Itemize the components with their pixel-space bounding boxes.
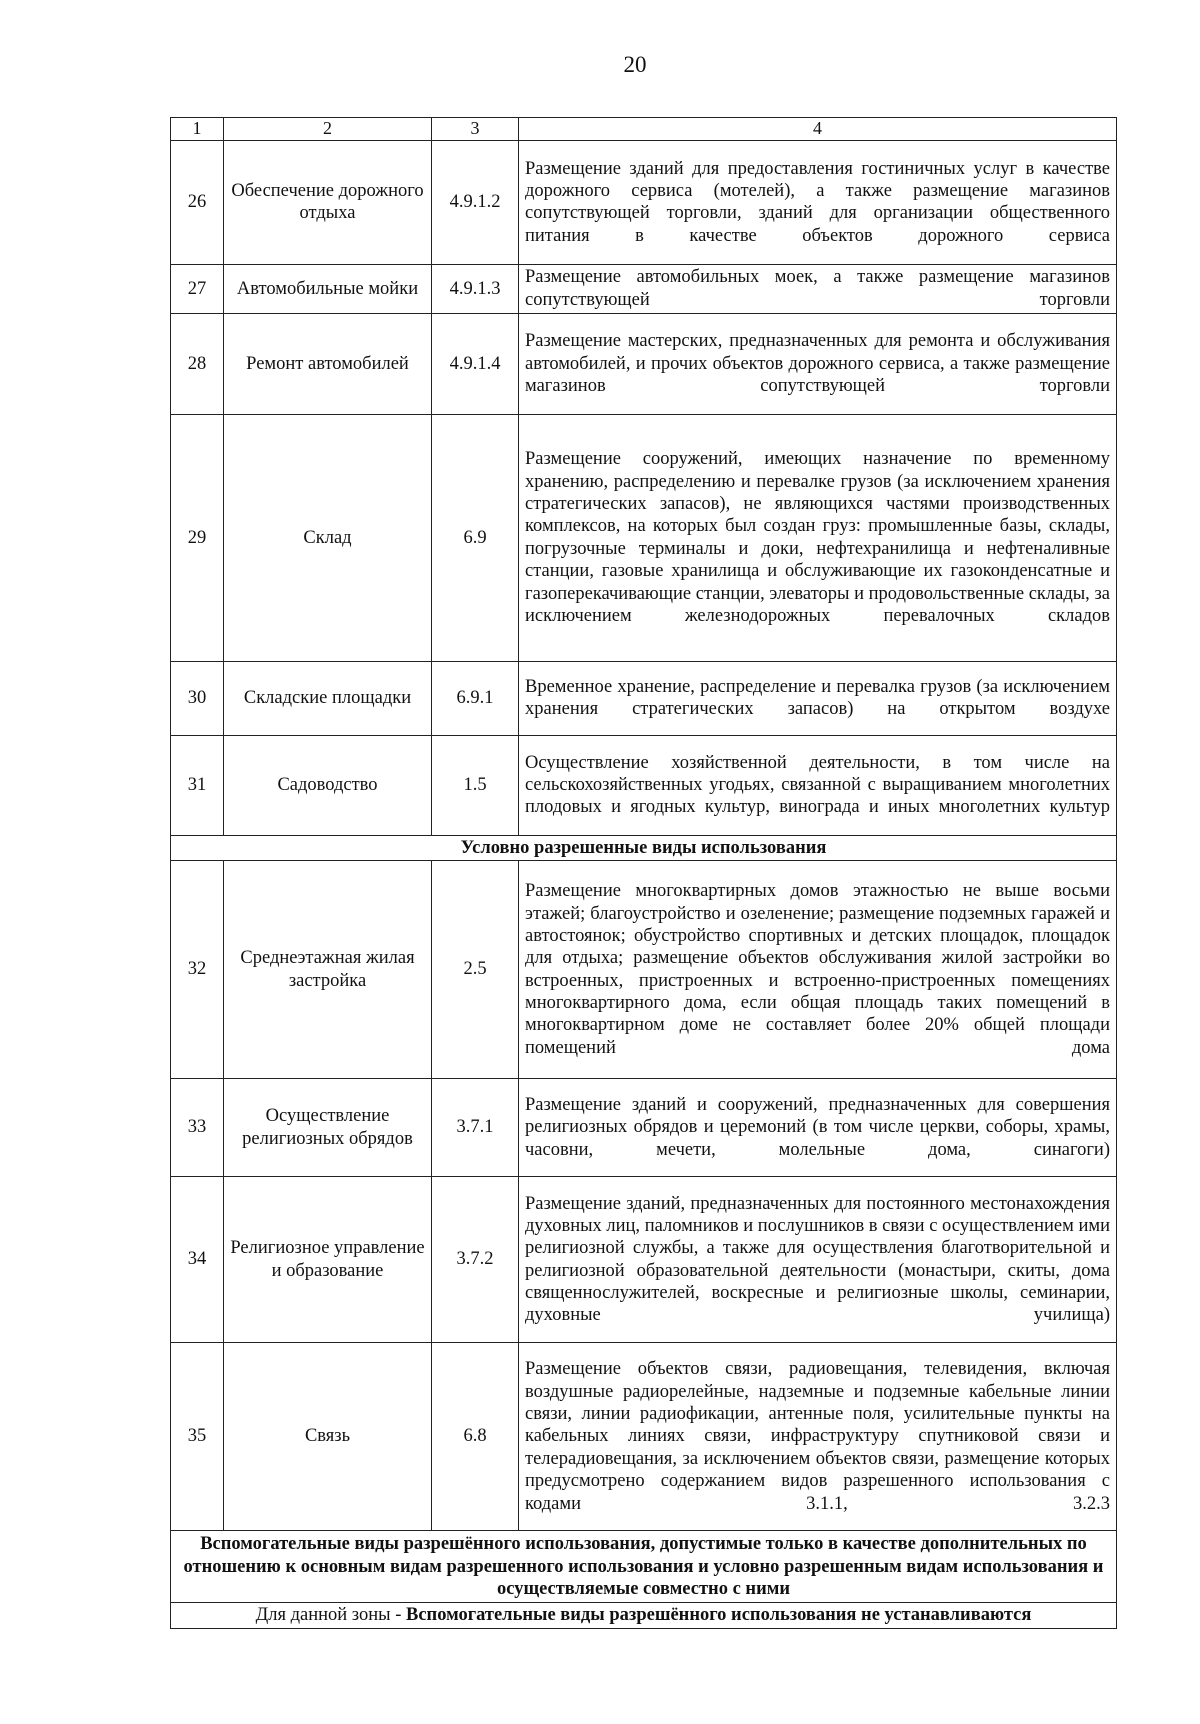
use-description: Размещение многоквартирных домов этажностью не выше восьми этажей; благоустройство и озеленение; размещение подземных гаражей и автостоянок; обустройство спортивных и детских площадок, площадок для отдыха; размещение объектов обслуживания жилой застройки во встроенных, пристроенных и встроенно-пристроенных помещениях многоквартирного дома, если общая площадь таких помещений в многоквартирном доме не составляет более 20% общей площади помещений дома — [519, 861, 1117, 1079]
table-header-row — [171, 118, 1117, 141]
table-row — [171, 313, 1117, 414]
page-number: 20 — [623, 52, 647, 77]
row-number: 35 — [171, 1343, 224, 1531]
use-description: Размещение сооружений, имеющих назначение по временному хранению, распределению и перевалке грузов (за исключением хранения стратегических запасов), не являющихся частями производственных комплексов, на которых был создан груз: промышленные базы, склады, погрузочные терминалы и доки, нефтехранилища и нефтеналивные станции, газовые хранилища и обслуживающие их газоконденсатные и газоперекачивающие станции, элеваторы и продовольственные склады, за исключением железнодорожных перевалочных складов — [519, 414, 1117, 661]
use-code: 4.9.1.3 — [432, 264, 519, 313]
row-number: 31 — [171, 735, 224, 835]
use-code: 6.9 — [432, 414, 519, 661]
zone-note-prefix: Для данной зоны - — [255, 1605, 406, 1626]
table-row — [171, 264, 1117, 313]
use-name: Осуществление религиозных обрядов — [224, 1079, 432, 1177]
section-header-row — [171, 835, 1117, 860]
land-use-table — [170, 117, 1117, 1629]
row-number: 28 — [171, 313, 224, 414]
table-row — [171, 414, 1117, 661]
table-row — [171, 140, 1117, 264]
table-row — [171, 1079, 1117, 1177]
zone-note-bold: Вспомогательные виды разрешённого использования не устанавливаются — [406, 1605, 1032, 1626]
use-description: Размещение зданий, предназначенных для постоянного местонахождения духовных лиц, паломников и послушников в связи с осуществлением ими религиозной службы, а также для осуществления благотворительной и религиозной образовательной деятельности (монастыри, скиты, дома священнослужителей, воскресные и религиозные школы, семинарии, духовные училища) — [519, 1177, 1117, 1343]
header-col-1: 1 — [171, 118, 224, 141]
header-col-3: 3 — [432, 118, 519, 141]
use-name: Автомобильные мойки — [224, 264, 432, 313]
use-description: Осуществление хозяйственной деятельности, в том числе на сельскохозяйственных угодьях, связанной с выращиванием многолетних плодовых и ягодных культур, винограда и иных многолетних культур — [519, 735, 1117, 835]
use-name: Обеспечение дорожного отдыха — [224, 140, 432, 264]
use-code: 4.9.1.4 — [432, 313, 519, 414]
section-conditional-title: Условно разрешенные виды использования — [171, 835, 1117, 860]
table-row — [171, 1343, 1117, 1531]
table-row — [171, 861, 1117, 1079]
use-code: 1.5 — [432, 735, 519, 835]
zone-note-row — [171, 1603, 1117, 1628]
row-number: 29 — [171, 414, 224, 661]
use-description: Размещение зданий и сооружений, предназначенных для совершения религиозных обрядов и церемоний (в том числе церкви, соборы, храмы, часовни, мечети, молельные дома, синагоги) — [519, 1079, 1117, 1177]
row-number: 34 — [171, 1177, 224, 1343]
use-code: 3.7.1 — [432, 1079, 519, 1177]
row-number: 32 — [171, 861, 224, 1079]
row-number: 27 — [171, 264, 224, 313]
use-code: 4.9.1.2 — [432, 140, 519, 264]
table-row — [171, 735, 1117, 835]
use-description: Размещение автомобильных моек, а также размещение магазинов сопутствующей торговли — [519, 264, 1117, 313]
use-code: 6.9.1 — [432, 661, 519, 735]
row-number: 33 — [171, 1079, 224, 1177]
table-row — [171, 1177, 1117, 1343]
header-col-2: 2 — [224, 118, 432, 141]
use-code: 3.7.2 — [432, 1177, 519, 1343]
use-code: 2.5 — [432, 861, 519, 1079]
use-description: Размещение объектов связи, радиовещания, телевидения, включая воздушные радиорелейные, надземные и подземные кабельные линии связи, линии радиофикации, антенные поля, усилительные пункты на кабельных линиях связи, инфраструктуру спутниковой связи и телерадиовещания, за исключением объектов связи, размещение которых предусмотрено содержанием видов разрешенного использования с кодами 3.1.1, 3.2.3 — [519, 1343, 1117, 1531]
use-name: Склад — [224, 414, 432, 661]
header-col-4: 4 — [519, 118, 1117, 141]
use-name: Религиозное управление и образование — [224, 1177, 432, 1343]
use-name: Ремонт автомобилей — [224, 313, 432, 414]
use-name: Складские площадки — [224, 661, 432, 735]
table-row — [171, 661, 1117, 735]
use-code: 6.8 — [432, 1343, 519, 1531]
use-name: Среднеэтажная жилая застройка — [224, 861, 432, 1079]
row-number: 26 — [171, 140, 224, 264]
section-auxiliary-title: Вспомогательные виды разрешённого использования, допустимые только в качестве дополнительных по отношению к основным видам разрешенного использования и условно разрешенным видам использования и осуществляемые совместно с ними — [171, 1531, 1117, 1603]
section-header-row — [171, 1531, 1117, 1603]
use-description: Размещение зданий для предоставления гостиничных услуг в качестве дорожного сервиса (мотелей), а также размещение магазинов сопутствующей торговли, зданий для организации общественного питания в качестве объектов дорожного сервиса — [519, 140, 1117, 264]
use-description: Временное хранение, распределение и перевалка грузов (за исключением хранения стратегических запасов) на открытом воздухе — [519, 661, 1117, 735]
use-description: Размещение мастерских, предназначенных для ремонта и обслуживания автомобилей, и прочих объектов дорожного сервиса, а также размещение магазинов сопутствующей торговли — [519, 313, 1117, 414]
row-number: 30 — [171, 661, 224, 735]
use-name: Связь — [224, 1343, 432, 1531]
zone-note — [171, 1603, 1117, 1628]
use-name: Садоводство — [224, 735, 432, 835]
